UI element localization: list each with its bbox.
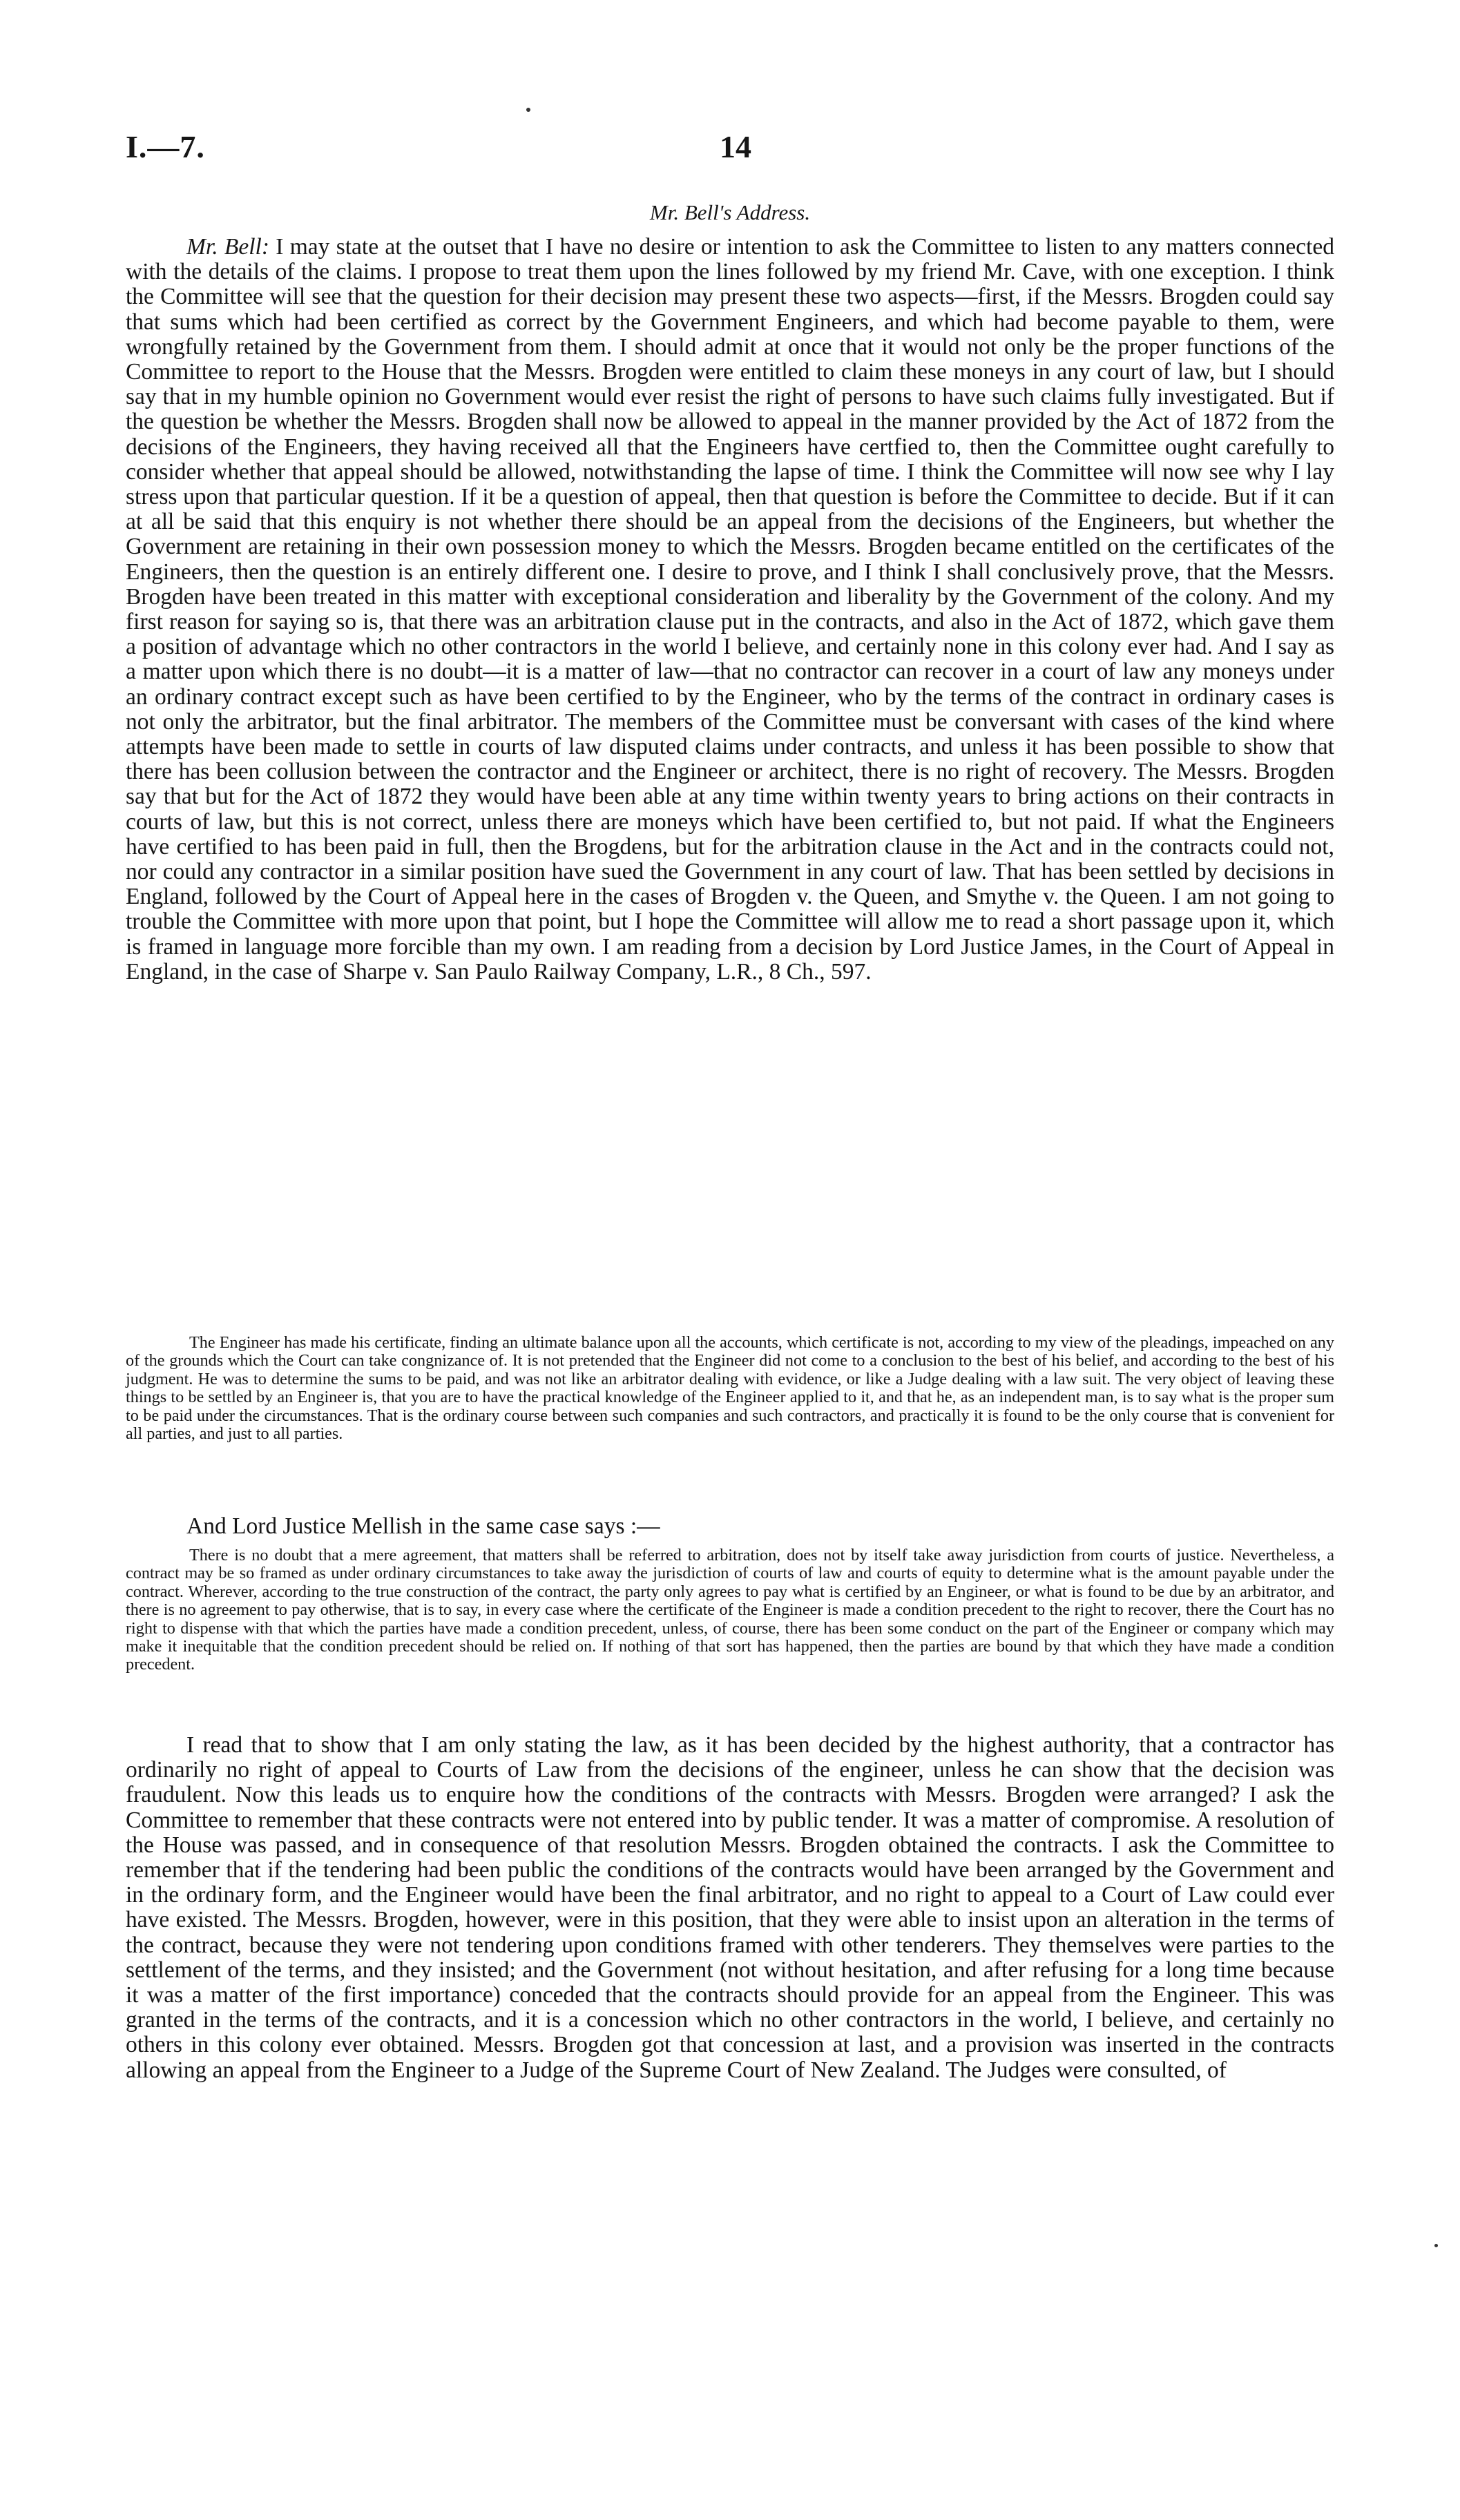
paragraph-2-text: I read that to show that I am only stating the law, as it has been decided by the highest authority, that a contractor has ordinarily no right of appeal to Courts of Law from the decisions of the engineer, unless he can show that the decision was fraudulent. Now this leads us to enquire how the conditions of the contracts with Messrs. Brogden were arranged? I ask the Committee to remember that these contracts were not entered into by public tender. It was a matter of compromise. A resolution of the House was passed, and in consequence of that resolution Messrs. Brogden obtained the contracts. I ask the Committee to remember that if the tendering had been public the conditions of the contracts would have been arranged by the Government and in the ordinary form, and the Engineer would have been the final arbitrator, and no right to appeal to a Court of Law could ever have existed. The Messrs. Brogden, however, were in this position, that they were able to insist upon an alteration in the terms of the contract, because they were not tendering upon conditions framed with other tenderers. They themselves were parties to the settlement of the terms, and they insisted; and the Government (not without hesitation, and after refusing for a long time because it was a matter of the first importance) conceded that the contracts should provide for an appeal from the Engineer. This was granted in the terms of the contracts, and it is a concession which no other contractors in the world, I believe, and certainly no others in this colony ever obtained. Messrs. Brogden got that concession at last, and a provision was inserted in the contracts allowing an appeal from the Engineer to a Judge of the Supreme Court of New Zealand. The Judges were consulted, of — [126, 1732, 1334, 2083]
quote-1-text: The Engineer has made his certificate, finding an ultimate balance upon all the accounts, which certificate is not, according to my view of the pleadings, impeached on any of the grounds which the Court can take congnizance of. It is not pretended that the Engineer did not come to a conclusion to the best of his belief, and according to the best of his judgment. He was to determine the sums to be paid, and was not like an arbitrator dealing with evidence, or like a Judge dealing with a law suit. The very object of leaving these things to be settled by an Engineer is, that you are to have the practical knowledge of the Engineer applied to it, and that he, as an independent man, is to say what is the proper sum to be paid under the circumstances. That is the ordinary course between such companies and such contractors, and practically it is found to be the only course that is convenient for all parties, and just to all parties. — [126, 1333, 1334, 1444]
page-header — [126, 128, 1334, 177]
speech-paragraph-1 — [126, 235, 1334, 985]
speech-paragraph-2 — [126, 1733, 1334, 2083]
page-number: 14 — [720, 129, 751, 164]
ink-speck — [526, 108, 530, 112]
quotation-lord-justice-mellish — [126, 1547, 1334, 1674]
section-title: Mr. Bell's Address. — [649, 200, 811, 224]
quote-2-text: There is no doubt that a mere agreement, that matters shall be referred to arbitration, does not by itself take away jurisdiction from courts of justice. Nevertheless, a contract may be so framed as under ordinary circumstances to take away the jurisdiction of courts of law and courts of equity to determine what is the amount payable under the contract. Wherever, according to the true construction of the contract, the party only agrees to pay what is certified by an Engineer, or what is found to be due by an arbitrator, and there is no agreement to pay otherwise, that is to say, in every case where the certificate of the Engineer is made a condition precedent to the right to recover, there the Court has no right to dispense with that which the parties have made a condition precedent, unless, of course, there has been some conduct on the part of the Engineer or company which may make it inequitable that the condition precedent should be relied on. If nothing of that sort has happened, then the parties are bound by that which they have made a condition precedent. — [126, 1546, 1334, 1674]
ink-speck — [1434, 2244, 1438, 2247]
speaker-name: Mr. Bell: — [186, 234, 269, 260]
quotation-lord-justice-james — [126, 1334, 1334, 1443]
intro-2-text: And Lord Justice Mellish in the same case says :— — [186, 1513, 660, 1539]
document-reference: I.—7. — [126, 129, 205, 164]
paragraph-1-text: I may state at the outset that I have no desire or intention to ask the Committee to listen to any matters connected with the details of the claims. I propose to treat them upon the lines followed by my friend Mr. Cave, with one exception. I think the Committee will see that the question for their decision may present these two aspects—first, if the Messrs. Brogden could say that sums which had been certified as correct by the Government Engineers, and which had become payable to them, were wrongfully retained by the Government from them. I should admit at once that it would not only be the proper functions of the Committee to report to the House that the Messrs. Brogden were entitled to claim these moneys in any court of law, but I should say that in my humble opinion no Government would ever resist the right of persons to have such claims fully investigated. But if the question be whether the Messrs. Brogden shall now be allowed to appeal in the manner provided by the Act of 1872 from the decisions of the Engineers, they having received all that the Engineers have certfied to, then the Committee ought carefully to consider whether that appeal should be allowed, notwithstanding the lapse of time. I think the Committee will now see why I lay stress upon that particular question. If it be a question of appeal, then that question is before the Committee to decide. But if it can at all be said that this enquiry is not whether there should be an appeal from the decisions of the Engineers, but whether the Government are retaining in their own possession money to which the Messrs. Brogden became entitled on the certificates of the Engineers, then the question is an entirely different one. I desire to prove, and I think I shall conclusively prove, that the Messrs. Brogden have been treated in this matter with exceptional consideration and liberality by the Government of the colony. And my first reason for saying so is, that there was an arbitration clause put in the contracts, and also in the Act of 1872, which gave them a position of advantage which no other contractors in the world I believe, and certainly none in this colony ever had. And I say as a matter upon which there is no doubt—it is a matter of law—that no contractor can recover in a court of law any moneys under an ordinary contract except such as have been certified to by the Engineer, who by the terms of the contract in ordinary cases is not only the arbitrator, but the final arbitrator. The members of the Committee must be conversant with cases of the kind where attempts have been made to settle in courts of law disputed claims under contracts, and unless it has been possible to show that there has been collusion between the contractor and the Engineer or architect, there is no right of recovery. The Messrs. Brogden say that but for the Act of 1872 they would have been able at any time within twenty years to bring actions on their contracts in courts of law, but this is not correct, unless there are moneys which have been certified to, but not paid. If what the Engineers have certified to has been paid in full, then the Brogdens, but for the arbitration clause in the Act and in the contracts could not, nor could any contractor in a similar position have sued the Government in any court of law. That has been settled by decisions in England, followed by the Court of Appeal here in the cases of Brogden v. the Queen, and Smythe v. the Queen. I am not going to trouble the Committee with more upon that point, but I hope the Committee will allow me to read a short passage upon it, which is framed in language more forcible than my own. I am reading from a decision by Lord Justice James, in the Court of Appeal in England, in the case of Sharpe v. San Paulo Railway Company, L.R., 8 Ch., 597. — [126, 234, 1335, 985]
quote-introduction — [126, 1514, 1334, 1539]
